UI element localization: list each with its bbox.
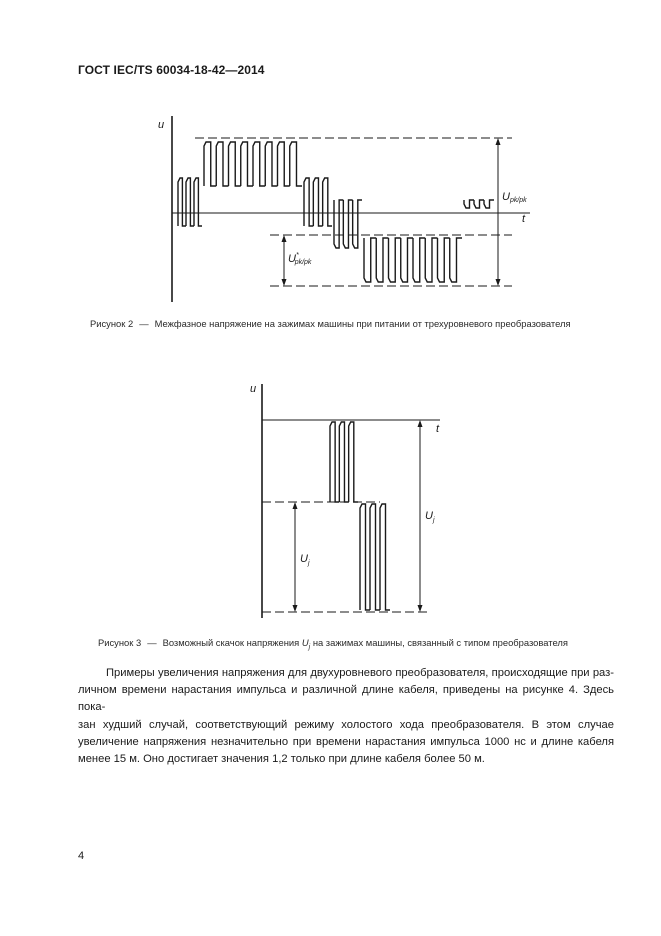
figure-2-waveform — [178, 142, 494, 282]
figure-2-y-label: u — [158, 119, 165, 131]
paragraph-line: личном времени нарастания импульса и различной длине кабеля, приведены на рисунке 4. Здесь пока- — [78, 684, 614, 714]
figure-2 — [150, 108, 550, 308]
figure-2-left-label: U* pk/pk — [288, 252, 312, 266]
figure-2-right-label: Upk/pk — [502, 191, 527, 204]
paragraph-line: увеличение напряжения незначительно при времени нарастания импульса 1000 нс и длине кабеля — [78, 735, 614, 748]
figure-3-waveform — [330, 422, 390, 610]
body-paragraph — [78, 665, 614, 768]
paragraph-line: зан худший случай, соответствующий режиму холостого хода преобразователя. В этом случае — [78, 718, 614, 731]
figure-2-caption: Рисунок 2 — Межфазное напряжение на зажимах машины при питании от трехуровневого преобразователя — [90, 318, 571, 329]
figure-3-x-label: t — [436, 423, 440, 435]
figure-3-left-label: $U_j$ — [300, 553, 310, 567]
figure-2-diagram — [150, 108, 550, 308]
figure-3-diagram — [240, 378, 460, 623]
page-number: 4 — [78, 850, 85, 862]
figure-3-caption: Рисунок 3 — Возможный скачок напряжения $U_j$ на зажимах машины, связанный с типом преобразователя — [98, 637, 568, 651]
paragraph-line: менее 15 м. Оно достигает значения 1,2 только при длине кабеля более 50 м. — [78, 753, 485, 766]
document-header: ГОСТ IEC/TS 60034-18-42—2014 — [78, 63, 265, 77]
figure-3-right-label: $U_j$ — [425, 510, 435, 524]
figure-3-y-label: u — [250, 383, 257, 395]
caption-symbol: $U_j$ — [301, 637, 311, 651]
paragraph-line: Примеры увеличения напряжения для двухуровневого преобразователя, происходящие при раз- — [106, 667, 614, 679]
figure-3 — [240, 378, 460, 623]
figure-2-x-label: t — [522, 213, 526, 225]
